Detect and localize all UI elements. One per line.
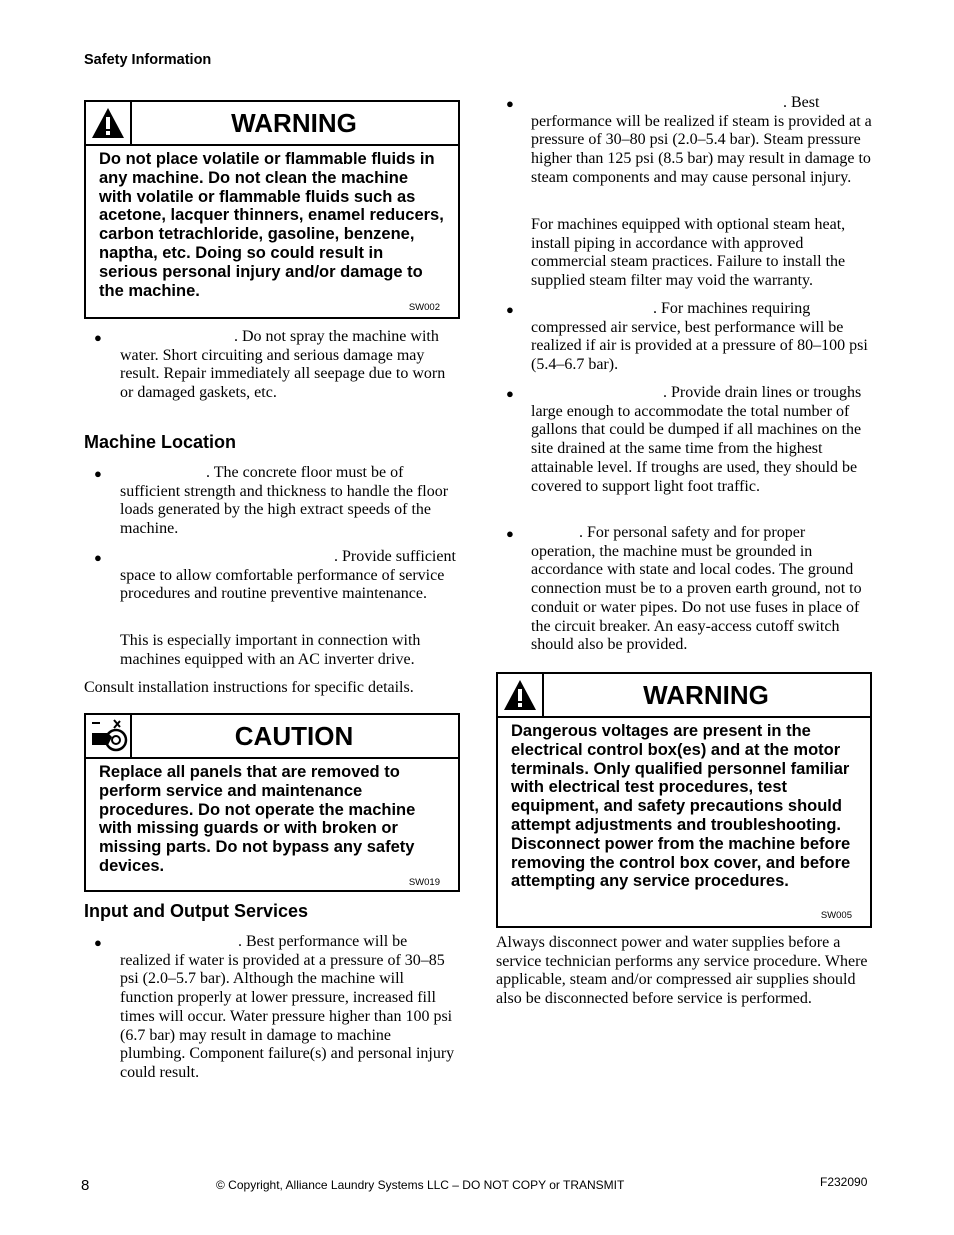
- bullet-marker: ●: [506, 386, 514, 401]
- warning-box-electrical: [496, 672, 872, 928]
- caution-box: [84, 713, 460, 892]
- warning-title: WARNING: [643, 680, 769, 710]
- warning-box-header: [86, 102, 458, 146]
- caution-text: Replace all panels that are removed to perform service and maintenance procedures. Do not operate the machine with missing guards or with broken or missing parts. Do not bypass any safety devices.: [99, 763, 416, 875]
- copyright-notice: © Copyright, Alliance Laundry Systems LLC – DO NOT COPY or TRANSMIT: [216, 1178, 625, 1192]
- bullet-steam: . Best performance will be realized if steam is provided at a pressure of 30–80 psi (2.0–5.4 bar). Steam pressure higher than 125 psi (8.5 bar) may result in damage to steam components and may cause personal injury.: [531, 94, 872, 186]
- warning-code: SW002: [408, 302, 440, 313]
- caution-code: SW019: [408, 877, 440, 888]
- bullet-water-pressure: . Best performance will be realized if water is provided at a pressure of 30–85 psi (2.0–5.7 bar). Although the machine will function properly at lower pressure, increased fill times will occur. Water pressure higher than 100 psi (6.7 bar) may result in damage to machine plumbing. Component failure(s) and personal injury could result.: [120, 933, 455, 1081]
- warning-code: SW005: [820, 910, 852, 921]
- section-header: Safety Information: [84, 52, 212, 68]
- bullet-compressed-air: . For machines requiring compressed air service, best performance will be realized if air is provided at a pressure of 80–100 psi (5.4–6.7 bar).: [531, 300, 868, 374]
- bullet-marker: ●: [506, 96, 514, 111]
- bullet-marker: ●: [94, 550, 102, 565]
- bullet-marker: ●: [94, 466, 102, 481]
- entanglement-hazard-icon: [86, 715, 132, 757]
- page-number: 8: [81, 1177, 90, 1194]
- consult-note: Consult installation instructions for specific details.: [84, 679, 414, 696]
- bullet-drain: . Provide drain lines or troughs large enough to accommodate the total number of gallons that could be dumped if all machines on the site drained at the same time from the highest attainable level. If troughs are used, they should be covered to support light foot traffic.: [531, 384, 862, 495]
- bullet-water-spray: . Do not spray the machine with water. Short circuiting and serious damage may result. Repair immediately all seepage due to worn or damaged gaskets, etc.: [120, 328, 446, 402]
- bullet-service-access: . Provide sufficient space to allow comfortable performance of service procedures and routine preventive maintenance.: [120, 548, 456, 603]
- bullet-marker: ●: [506, 302, 514, 317]
- caution-title: CAUTION: [234, 721, 354, 751]
- document-number: F232090: [820, 1175, 868, 1189]
- disconnect-note: Always disconnect power and water supplies before a service technician performs any service procedure. Where applicable, steam and/or compressed air supplies should also be disconnected before service is performed.: [496, 934, 868, 1008]
- warning-triangle-icon: [498, 674, 544, 716]
- service-note: This is especially important in connection with machines equipped with an AC inverter drive.: [120, 632, 421, 668]
- warning-box-header: [498, 674, 870, 718]
- machine-location-heading: Machine Location: [84, 432, 237, 452]
- caution-box-header: [86, 715, 458, 759]
- bullet-marker: ●: [94, 935, 102, 950]
- warning-title: WARNING: [231, 108, 357, 138]
- warning-text: Dangerous voltages are present in the electrical control box(es) and at the motor terminals. Only qualified personnel familiar with electrical test procedures, test equipment, and safety precautions should attempt adjustments and troubleshooting. Disconnect power from the machine before removing the control box cover, and before attempting any service procedures.: [511, 722, 851, 891]
- bullet-foundation: . The concrete floor must be of sufficient strength and thickness to handle the floor loads generated by the high extract speeds of the machine.: [120, 464, 449, 538]
- bullet-power: . For personal safety and for proper operation, the machine must be grounded in accordance with state and local codes. The ground connection must be to a proven earth ground, not to conduit or water pipes. Do not use fuses in place of the circuit breaker. An easy-access cutoff switch should also be provided.: [531, 524, 862, 654]
- steam-note: For machines equipped with optional steam heat, install piping in accordance with approved commercial steam practices. Failure to install the supplied steam filter may void the warranty.: [531, 216, 846, 290]
- warning-triangle-icon: [86, 102, 132, 144]
- warning-text: Do not place volatile or flammable fluids in any machine. Do not clean the machine with volatile or flammable fluids such as acetone, lacquer thinners, enamel reducers, carbon tetrachloride, gasoline, benzene, naptha, etc. Doing so could result in serious personal injury and/or damage to the machine.: [99, 150, 444, 300]
- services-heading: Input and Output Services: [84, 901, 309, 921]
- bullet-marker: ●: [506, 526, 514, 541]
- bullet-marker: ●: [94, 330, 102, 345]
- warning-box-flammable: [84, 100, 460, 319]
